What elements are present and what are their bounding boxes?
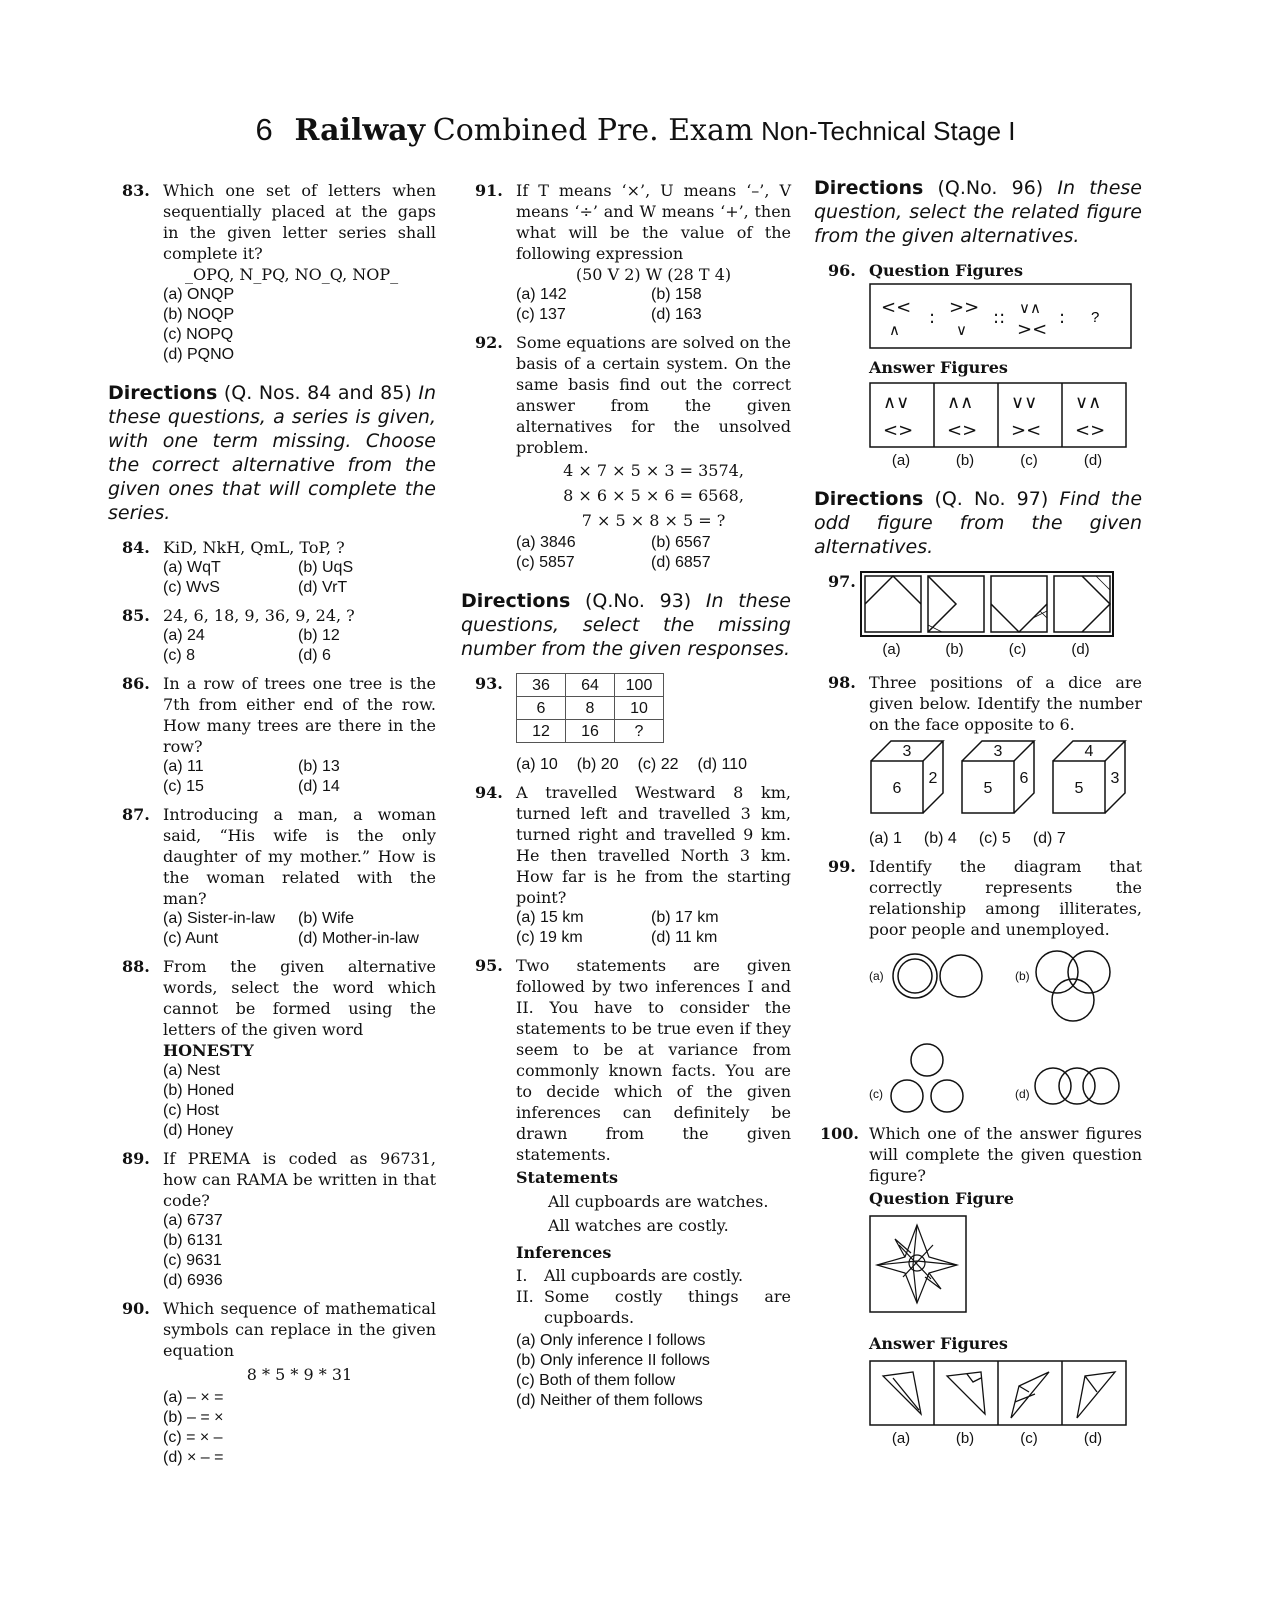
question-93: [461, 673, 791, 775]
option: (a) 6737: [163, 1212, 223, 1229]
svg-text:∧∨: ∧∨: [883, 392, 910, 413]
question-94: [461, 782, 791, 948]
question-mark: ?: [1091, 309, 1100, 326]
svg-text:::: ::: [993, 307, 1006, 328]
option: (b) 158: [651, 286, 702, 303]
question-figure: [869, 1215, 969, 1315]
answer-label: (b): [1015, 969, 1030, 983]
table-cell: 16: [566, 720, 615, 743]
option: (d) Mother-in-law: [298, 930, 419, 947]
answer-label: (d): [1015, 1087, 1030, 1101]
answer-label: (a): [882, 641, 901, 658]
question-number: 85.: [122, 606, 150, 625]
column-1: [108, 180, 436, 1475]
answer-label: (a): [891, 1430, 911, 1447]
question-91: [461, 180, 791, 325]
answer-figures-box: [869, 380, 1133, 450]
option: (d) × – =: [163, 1449, 224, 1466]
dice-face: 3: [902, 743, 912, 760]
question-92: [461, 332, 791, 573]
svg-text:∨: ∨: [956, 321, 967, 339]
option: (c) 8: [163, 647, 195, 664]
directions-range: (Q.No. 93): [584, 590, 692, 612]
question-text: Identify the diagram that correctly represents the relationship among illiterates, poor people and unemployed.: [869, 857, 1142, 939]
option: (c) 19 km: [516, 929, 583, 946]
question-number: 91.: [475, 181, 503, 200]
venn-diagrams: [869, 946, 1141, 1116]
question-text: In a row of trees one tree is the 7th from either end of the row. How many trees are there in the row?: [163, 674, 436, 756]
question-number: 87.: [122, 805, 150, 824]
option: (c) 137: [516, 306, 566, 323]
question-number: 92.: [475, 333, 503, 352]
option: (b) UqS: [298, 559, 354, 576]
question-90: [108, 1298, 436, 1468]
option: (b) Wife: [298, 910, 354, 927]
directions-97: [814, 487, 1142, 559]
question-text: Which one set of letters when sequentially placed at the gaps in the given letter series shall complete it?: [163, 181, 436, 263]
directions-84-85: [108, 381, 436, 525]
option: (b) 20: [576, 756, 619, 773]
question-text: Two statements are given followed by two inferences I and II. You have to consider the statements to be true even if they seem to be at variance from commonly known facts. You are to decide which of the given inferences can definitely be drawn from the given statements.: [516, 956, 791, 1164]
dice-face: 3: [1110, 770, 1120, 787]
option: (a) 142: [516, 286, 567, 303]
option: (d) 6: [298, 647, 331, 664]
option: (d) 110: [697, 756, 748, 773]
column-3: [814, 177, 1143, 1456]
option: (c) = × –: [163, 1429, 223, 1446]
question-number: 94.: [475, 783, 503, 802]
option: (d) 7: [1032, 830, 1066, 847]
header-title-bold: Railway: [294, 113, 426, 148]
table-cell: 6: [517, 697, 566, 720]
directions-range: (Q. Nos. 84 and 85): [223, 382, 412, 404]
question-text: If T means ‘×’, U means ‘–’, V means ‘÷’ and W means ‘+’, then what will be the value of the following expression: [516, 181, 791, 263]
question-98: [814, 672, 1142, 849]
question-97: [814, 571, 1142, 660]
option: (d) Honey: [163, 1122, 234, 1139]
question-number: 95.: [475, 956, 503, 975]
question-number: 98.: [828, 673, 856, 692]
dice-figures: [869, 739, 1139, 825]
equation: 7 × 5 × 8 × 5 = ?: [581, 511, 726, 530]
question-number: 90.: [122, 1299, 150, 1318]
statement: All cupboards are watches.: [548, 1192, 769, 1211]
directions-96: [814, 176, 1142, 248]
option: (b) 13: [298, 758, 340, 775]
question-85: [108, 605, 436, 666]
question-text: A travelled Westward 8 km, turned left and travelled 3 km, turned right and travelled 9 km. He then travelled North 3 km. How far is he from the starting point?: [516, 783, 791, 907]
directions-head: Directions: [814, 488, 924, 510]
option: (a) 3846: [516, 534, 576, 551]
svg-text::: :: [1059, 307, 1066, 328]
answer-label: (c): [1020, 452, 1038, 469]
option: (b) Only inference II follows: [516, 1352, 710, 1369]
option: (d) 163: [651, 306, 702, 323]
dice-face: 6: [1019, 770, 1029, 787]
question-text: Which sequence of mathematical symbols can replace in the given equation: [163, 1299, 436, 1360]
svg-text:∨∧: ∨∧: [1019, 299, 1041, 317]
question-number: 93.: [475, 674, 503, 693]
table-cell: 12: [517, 720, 566, 743]
table-cell: 36: [517, 674, 566, 697]
answer-label: (d): [1083, 1430, 1103, 1447]
letter-series: _OPQ, N_PQ, NO_Q, NOP_: [185, 265, 399, 284]
question-86: [108, 673, 436, 797]
question-95: [461, 955, 791, 1411]
equation: 4 × 7 × 5 × 3 = 3574,: [563, 461, 744, 480]
table-cell: 64: [566, 674, 615, 697]
svg-text:∨∨: ∨∨: [1011, 392, 1038, 413]
svg-text::: :: [929, 307, 936, 328]
question-figures-box: [869, 283, 1133, 351]
given-word: HONESTY: [163, 1041, 254, 1060]
equation: 8 × 6 × 5 × 6 = 6568,: [563, 486, 744, 505]
option: (d) 11 km: [651, 929, 718, 946]
expression: (50 V 2) W (28 T 4): [575, 265, 732, 284]
question-88: [108, 956, 436, 1141]
table-cell: 8: [566, 697, 615, 720]
option: (a) 15 km: [516, 909, 584, 926]
inference: [516, 1286, 791, 1328]
question-number: 88.: [122, 957, 150, 976]
option: (b) 4: [923, 830, 957, 847]
dice-face: 5: [983, 780, 993, 797]
answer-label: (a): [891, 452, 911, 469]
svg-text:<>: <>: [1075, 420, 1106, 441]
header-title: Combined Pre. Exam: [432, 113, 754, 148]
answer-label: (d): [1071, 641, 1090, 658]
option: (a) 1: [869, 830, 902, 847]
option: (c) WvS: [163, 579, 220, 596]
odd-figure-box: [860, 571, 1116, 639]
option: (c) 22: [637, 756, 679, 773]
question-96: [814, 260, 1142, 471]
svg-text:>>: >>: [949, 297, 980, 318]
question-text: Some equations are solved on the basis of a certain system. On the same basis find out the correct answer from the given alternatives for the unsolved problem.: [516, 333, 791, 457]
column-2: [461, 180, 791, 1418]
question-number: 84.: [122, 538, 150, 557]
question-83: [108, 180, 436, 365]
option: (c) 15: [163, 778, 204, 795]
directions-head: Directions: [461, 590, 571, 612]
svg-text:<<: <<: [881, 297, 912, 318]
svg-text:∧∧: ∧∧: [947, 392, 974, 413]
option: (a) 24: [163, 627, 205, 644]
option: (a) 11: [163, 758, 204, 775]
question-text: Introducing a man, a woman said, “His wife is the only daughter of my mother.” How is the woman related with the man?: [163, 805, 436, 908]
inference-number: I.: [516, 1266, 528, 1285]
question-87: [108, 804, 436, 949]
option: (b) 6131: [163, 1232, 223, 1249]
inferences-heading: Inferences: [516, 1243, 612, 1262]
answer-label: (d): [1083, 452, 1103, 469]
question-100: [814, 1123, 1142, 1449]
option: (d) 14: [298, 778, 340, 795]
answer-label: (a): [869, 969, 884, 983]
question-figures-heading: Question Figures: [869, 261, 1023, 280]
answer-label: (b): [955, 452, 975, 469]
question-number: 99.: [828, 857, 856, 876]
page-number: 6: [255, 112, 273, 147]
answer-label: (b): [945, 641, 964, 658]
option: (d) Neither of them follows: [516, 1392, 703, 1409]
dice-face: 4: [1084, 743, 1094, 760]
question-text: If PREMA is coded as 96731, how can RAMA be written in that code?: [163, 1149, 436, 1210]
question-text: From the given alternative words, select the word which cannot be formed using the letters of the given word: [163, 957, 436, 1039]
answer-label: (c): [1020, 1430, 1038, 1447]
question-number: 100.: [820, 1124, 859, 1143]
directions-head: Directions: [108, 382, 218, 404]
option: (c) Host: [163, 1102, 219, 1119]
answer-label: (c): [869, 1087, 883, 1101]
page-header: [0, 112, 1271, 148]
inference: [516, 1265, 791, 1286]
option: (a) Nest: [163, 1062, 220, 1079]
inference-text: Some costly things are cupboards.: [544, 1287, 791, 1327]
option: (a) – × =: [163, 1389, 224, 1406]
answer-figures-box: [869, 1358, 1131, 1428]
option: (c) 5: [978, 830, 1011, 847]
statements-heading: Statements: [516, 1168, 619, 1187]
question-text: 24, 6, 18, 9, 36, 9, 24, ?: [163, 606, 355, 625]
question-figure-heading: Question Figure: [869, 1189, 1014, 1208]
directions-range: (Q. No. 97): [934, 488, 1049, 510]
inference-text: All cupboards are costly.: [544, 1266, 744, 1285]
question-99: [814, 856, 1142, 1116]
question-number: 86.: [122, 674, 150, 693]
option: (c) NOPQ: [163, 326, 234, 343]
option: (c) Aunt: [163, 930, 219, 947]
option: (d) PQNO: [163, 346, 235, 363]
option: (b) Honed: [163, 1082, 235, 1099]
directions-body: Find the odd figure from the given alternatives.: [814, 488, 1143, 558]
dice-face: 6: [892, 780, 902, 797]
answer-label: (c): [1008, 641, 1027, 658]
question-number: 97.: [828, 572, 856, 591]
header-subtitle: Non-Technical Stage I: [761, 116, 1016, 146]
svg-text:∨∧: ∨∧: [1075, 392, 1102, 413]
option: (a) 10: [516, 756, 558, 773]
question-89: [108, 1148, 436, 1291]
number-table: [516, 673, 664, 743]
option: (a) Only inference I follows: [516, 1332, 706, 1349]
table-cell: ?: [615, 720, 664, 743]
directions-93: [461, 589, 791, 661]
directions-body: In these questions, select the missing number from the given responses.: [461, 590, 791, 660]
dice-face: 3: [993, 743, 1003, 760]
question-84: [108, 537, 436, 598]
directions-head: Directions: [814, 177, 924, 199]
option: (a) Sister-in-law: [163, 910, 276, 927]
svg-text:><: ><: [1017, 319, 1048, 340]
question-text: Which one of the answer figures will complete the given question figure?: [869, 1124, 1142, 1185]
option: (b) 17 km: [651, 909, 719, 926]
svg-text:<>: <>: [883, 420, 914, 441]
svg-text:><: ><: [1011, 420, 1042, 441]
option: (d) 6857: [651, 554, 711, 571]
option: (c) 5857: [516, 554, 575, 571]
option: (b) – = ×: [163, 1409, 224, 1426]
option: (b) NOQP: [163, 306, 235, 323]
option: (a) WqT: [163, 559, 221, 576]
table-cell: 100: [615, 674, 664, 697]
question-number: 96.: [828, 261, 856, 280]
answer-figures-heading: Answer Figures: [869, 1334, 1008, 1353]
option: (d) 6936: [163, 1272, 223, 1289]
dice-face: 2: [928, 770, 938, 787]
inference-number: II.: [516, 1287, 534, 1306]
directions-range: (Q.No. 96): [937, 177, 1044, 199]
directions-body: In these questions, a series is given, with one term missing. Choose the correct alternative from the given ones that will complete the series.: [108, 382, 436, 524]
option: (c) Both of them follow: [516, 1372, 676, 1389]
svg-text:<>: <>: [947, 420, 978, 441]
question-number: 83.: [122, 181, 150, 200]
directions-body: In these question, select the related figure from the given alternatives.: [814, 177, 1142, 247]
option: (b) 6567: [651, 534, 711, 551]
question-text: KiD, NkH, QmL, ToP, ?: [163, 538, 345, 557]
equation: 8 * 5 * 9 * 31: [246, 1365, 353, 1384]
dice-face: 5: [1074, 780, 1084, 797]
table-cell: 10: [615, 697, 664, 720]
answer-figures-heading: Answer Figures: [869, 358, 1008, 377]
option: (a) ONQP: [163, 286, 235, 303]
statement: All watches are costly.: [548, 1216, 729, 1235]
option: (b) 12: [298, 627, 340, 644]
question-number: 89.: [122, 1149, 150, 1168]
option: (d) VrT: [298, 579, 348, 596]
question-text: Three positions of a dice are given below. Identify the number on the face opposite to 6.: [869, 673, 1142, 734]
option: (c) 9631: [163, 1252, 222, 1269]
svg-text:∧: ∧: [889, 321, 900, 339]
answer-label: (b): [955, 1430, 975, 1447]
